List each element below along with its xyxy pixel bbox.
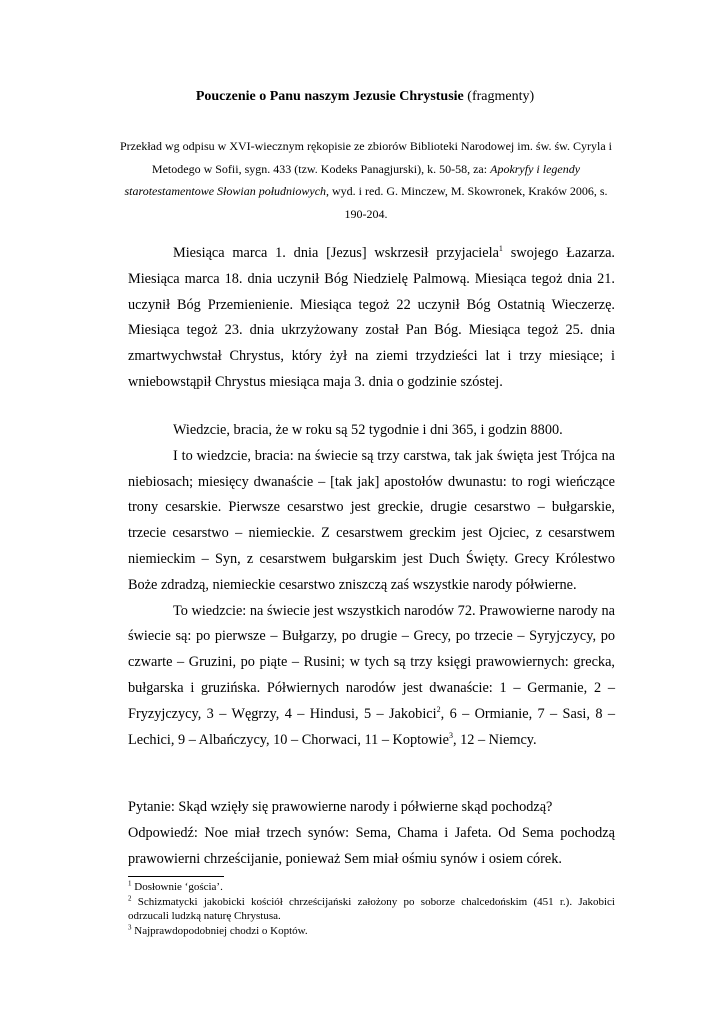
footnote-ref-3: 3 (448, 730, 453, 740)
body-section-2 (128, 418, 615, 753)
paragraph-4: To wiedzcie: na świecie jest wszystkich narodów 72. Prawowierne narody na świecie są: po pierwsze – Bułgarzy, po drugie – Grecy, po trzecie – Syryjczycy, po czwarte – Gruzini, po piąte – Rusini; w tych są trzy księgi prawowiernych: grecka, bułgarska i gruzińska. Półwiernych narodów jest dwanaście: 1 – Germanie, 2 – Fryzyjczycy, 3 – Węgrzy, 4 – Hindusi, 5 – Jakobici$^2$, 6 – Ormianie, 7 – Sasi, 8 – Lechici, 9 – Albańczycy, 10 – Chorwaci, 11 – Koptowie$^3$, 12 – Niemcy. (128, 602, 615, 748)
footnote-ref-2: 2 (436, 705, 441, 714)
footnote-ref-1: 1 (498, 244, 503, 254)
paragraph-1: Miesiąca marca 1. dnia [Jezus] wskrzesił przyjaciela$^1$ swojego Łazarza. Miesiąca marca 18. dnia uczynił Bóg Niedzielę Palmową. Miesiąca tegoż dnia 21. uczynił Bóg Przemienienie. Miesiąca tegoż 22 uczynił Bóg Ostatnią Wieczerzę. Miesiąca tegoż 23. dnia ukrzyżowany został Pan Bóg. Miesiąca tegoż 25. dnia zmartwychwstał Chrystus, który żył na ziemi trzydzieści lat i trzy miesiące; i wniebowstąpił Chrystus miesiąca maja 3. dnia o godzinie szóstej. (128, 244, 615, 390)
document-title (110, 88, 620, 106)
title-main: Pouczenie o Panu naszym Jezusie Chrystusie (195, 89, 464, 104)
footnote-3: $^3$ Najprawdopodobniej chodzi o Koptów. (128, 922, 308, 937)
footnotes (128, 880, 615, 938)
answer-paragraph: Odpowiedź: Noe miał trzech synów: Sema, Chama i Jafeta. Od Sema pochodzą prawowierni chrześcijanie, ponieważ Sem miał ośmiu synów i osiem córek. (128, 824, 615, 867)
footnote-1: $^1$ Dosłownie ‘gościa’. (128, 879, 223, 893)
footnote-separator (128, 876, 224, 877)
source-book-title: Apokryfy i legendy starotestamentowe Słowian południowych (124, 161, 581, 199)
source-text: Przekład wg odpisu w XVI-wiecznym rękopisie ze zbiorów Biblioteki Narodowej im. św. św. Cyryla i Metodego w Sofii, sygn. 433 (tzw. Kodeks Panagjurski), k. 50-58, za: (120, 139, 613, 176)
paragraph-3: I to wiedzcie, bracia: na świecie są trzy carstwa, tak jak święta jest Trójca na niebiosach; miesięcy dwanaście – [tak jak] apostołów dwunastu: to rogi wieńczące trony cesarskie. Pierwsze cesarstwo jest greckie, drugie cesarstwo – bułgarskie, trzecie cesarstwo – niemieckie. Z cesarstwem greckim jest Ojciec, z cesarstwem niemieckim – Syn, z cesarstwem bułgarskim jest Duch Święty. Grecy Królestwo Boże zdradzą, niemieckie cesarstwo zniszczą zaś wszystkie narody półwierne. (128, 447, 615, 593)
paragraph-2: Wiedzcie, bracia, że w roku są 52 tygodnie i dni 365, i godzin 8800. (173, 422, 563, 438)
source-note (120, 135, 612, 225)
question-paragraph: Pytanie: Skąd wzięły się prawowierne narody i półwierne skąd pochodzą? (128, 799, 553, 815)
body-section-3 (128, 795, 615, 872)
source-text-end: , wyd. i red. G. Minczew, M. Skowronek, Kraków 2006, s. 190-204. (326, 184, 608, 221)
footnote-2: $^2$ Schizmatycki jakobicki kościół chrześcijański założony po soborze chalcedońskim (451 r.). Jakobici odrzucali ludzką naturę Chrystusa. (128, 893, 615, 922)
title-suffix: (fragmenty) (463, 89, 535, 104)
body-section-1 (128, 241, 615, 396)
